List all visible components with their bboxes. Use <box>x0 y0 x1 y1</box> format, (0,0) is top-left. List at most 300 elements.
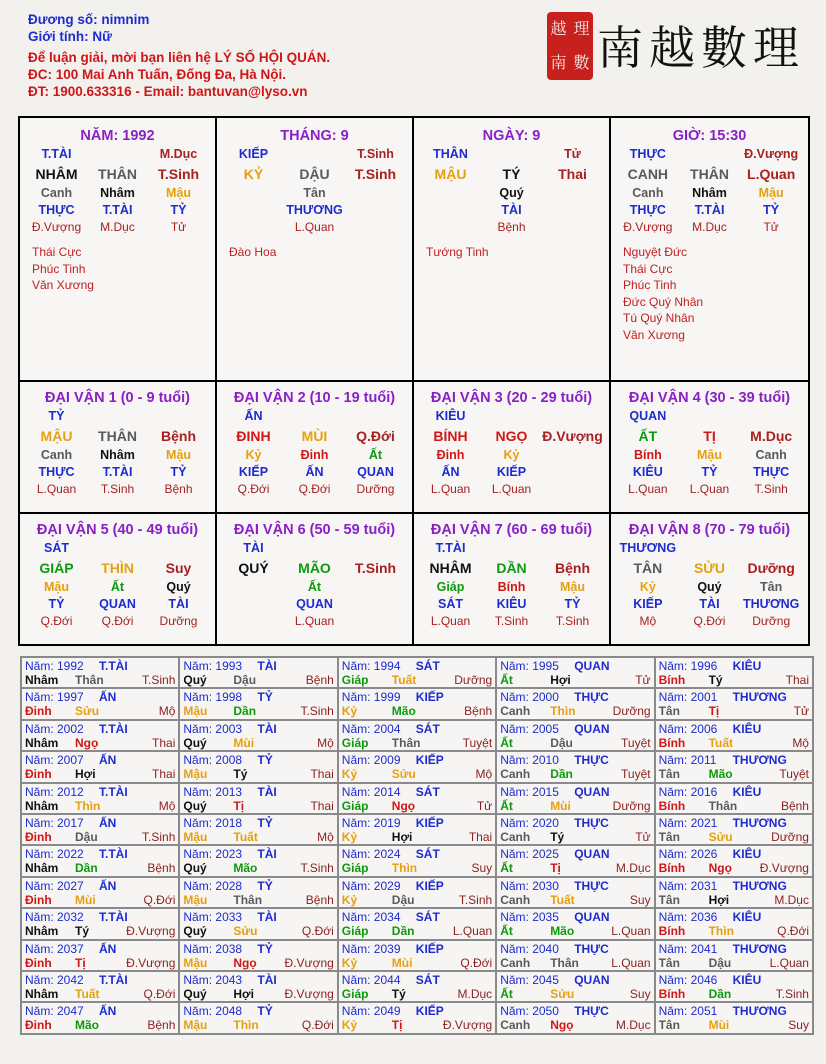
pillar-hidden-stems-row-cell <box>542 185 603 202</box>
year-header <box>500 690 650 704</box>
pillar-phase-row-cell: Đ.Vượng <box>31 220 82 234</box>
year-god: KIÊU <box>732 784 762 799</box>
year-phase: Bệnh <box>305 892 334 907</box>
year-label: Năm: 2015 <box>500 784 559 799</box>
year-stem: Mậu <box>183 1018 208 1033</box>
year-phase: Q.Đới <box>777 924 809 939</box>
dai-van-hidden-gods-row-cell: TÀI <box>699 597 720 611</box>
year-god: THỰC <box>574 753 609 768</box>
year-cell <box>179 908 337 939</box>
dai-van-stem-branch-row-cell: THÂN <box>98 428 137 444</box>
year-god: ẤN <box>99 1004 117 1019</box>
year-cell <box>496 688 654 719</box>
dai-van-god-row-cell <box>542 408 603 425</box>
year-phase: Tuyệt <box>621 767 651 782</box>
year-pillar <box>659 1018 809 1032</box>
year-header <box>500 659 650 673</box>
year-phase: Dưỡng <box>612 798 651 813</box>
year-cell <box>338 1002 496 1033</box>
dai-van-phase-row-cell <box>542 481 603 498</box>
year-branch: Tý <box>75 924 90 939</box>
dai-van-phase-row-cell: L.Quan <box>628 482 668 496</box>
dai-van-god-row-cell: SÁT <box>44 541 69 555</box>
year-pillar <box>659 861 809 875</box>
year-label: Năm: 2032 <box>25 910 84 925</box>
year-branch: Tuất <box>708 735 734 750</box>
dai-van-hidden-gods-row <box>420 464 603 481</box>
year-branch: Mão <box>75 1018 99 1033</box>
year-cell <box>21 814 179 845</box>
year-cell <box>179 940 337 971</box>
pillar-god-row-cell <box>679 146 741 163</box>
year-cell <box>179 688 337 719</box>
dai-van-1 <box>20 382 217 514</box>
year-label: Năm: 2038 <box>183 941 243 956</box>
dai-van-stem-branch-row-cell: MẬU <box>40 428 73 444</box>
year-stem: Nhâm <box>25 798 59 813</box>
dai-van-hidden-gods-row-cell: TỶ <box>564 597 581 611</box>
year-stem: Canh <box>500 829 531 844</box>
star-item: Văn Xương <box>32 278 94 292</box>
year-phase: Đ.Vượng <box>759 861 809 876</box>
year-stem: Bính <box>658 735 686 750</box>
year-header <box>25 847 175 861</box>
year-branch: Ngọ <box>75 735 99 750</box>
year-label: Năm: 1994 <box>341 659 401 673</box>
dai-van-hidden-stems-row <box>420 447 603 464</box>
year-header <box>659 973 809 987</box>
dai-van-stem-branch-row <box>617 425 802 447</box>
year-branch: Mùi <box>708 1018 730 1033</box>
year-god: KIÊU <box>732 721 762 736</box>
year-header <box>25 785 175 799</box>
dai-van-hidden-gods-row-cell <box>345 596 406 613</box>
dai-van-stem-branch-row-cell: Q.Đới <box>356 428 395 444</box>
year-header <box>183 785 333 799</box>
year-god: TÀI <box>257 847 277 862</box>
dai-van-god-row <box>26 540 209 557</box>
year-stem: Đinh <box>25 704 52 719</box>
star-item: Đào Hoa <box>229 245 277 259</box>
dai-van-hidden-gods-row-cell: THỰC <box>753 465 790 479</box>
dai-van-stem-branch-row <box>420 425 603 447</box>
pillar-phase-row-cell: Tử <box>170 220 187 234</box>
year-cell <box>338 657 496 688</box>
dai-van-hidden-gods-row <box>223 464 406 481</box>
dai-van-god-row-cell: QUAN <box>629 409 667 423</box>
year-stem: Kỷ <box>341 704 358 719</box>
dai-van-hidden-gods-row-cell: QUAN <box>296 597 333 611</box>
dai-van-god-row <box>617 408 802 425</box>
pillar-hidden-stems-row-cell <box>345 185 406 202</box>
year-branch: Mùi <box>391 955 413 970</box>
year-god: TÀI <box>257 910 277 925</box>
year-header <box>500 879 650 893</box>
year-phase: T.Sinh <box>300 861 334 876</box>
dai-van-hidden-gods-row-cell <box>542 464 603 481</box>
year-pillar <box>659 704 809 718</box>
year-phase: L.Quan <box>611 924 651 939</box>
year-label: Năm: 1998 <box>183 690 243 705</box>
year-cell <box>179 783 337 814</box>
chart-grid <box>18 116 810 646</box>
year-header <box>342 659 492 673</box>
year-god: THỰC <box>574 1004 609 1019</box>
dai-van-phase-row-cell: L.Quan <box>689 482 730 496</box>
dai-van-hidden-gods-row-cell: KIẾP <box>633 597 663 611</box>
year-god: KIÊU <box>732 972 762 987</box>
year-pillar <box>25 704 175 718</box>
pillar-stem-branch-row-cell: T.Sinh <box>354 166 397 182</box>
year-pillar <box>500 704 650 718</box>
pillar-hidden-gods-row-cell: T.TÀI <box>102 203 133 217</box>
year-pillar <box>342 861 492 875</box>
dai-van-7 <box>414 514 611 644</box>
year-branch: Ngọ <box>233 955 257 970</box>
pillar-hidden-stems-row-cell: Nhâm <box>100 186 135 200</box>
pillar-stem-branch-row-cell: KỶ <box>243 166 264 182</box>
year-god: ẤN <box>99 690 117 705</box>
year-stem: Đinh <box>25 767 52 782</box>
year-stem: Kỷ <box>341 829 358 844</box>
pillar-god-row-cell: THÂN <box>433 147 468 161</box>
year-stem: Nhâm <box>25 924 59 939</box>
dai-van-phase-row-cell: Dưỡng <box>752 614 791 628</box>
year-stem: Bính <box>658 673 686 687</box>
year-header <box>25 816 175 830</box>
year-label: Năm: 2022 <box>25 847 84 862</box>
pillar-phase-row-cell: Tử <box>763 220 779 234</box>
year-header <box>659 785 809 799</box>
year-cell <box>21 783 179 814</box>
dai-van-hidden-stems-row-cell: Bính <box>497 580 526 594</box>
year-label: Năm: 2037 <box>25 941 84 956</box>
dai-van-hidden-stems-row-cell: Kỷ <box>245 448 262 462</box>
year-phase: Dưỡng <box>612 704 651 719</box>
dai-van-stem-branch-row-cell: MÙI <box>301 428 328 444</box>
dai-van-hidden-gods-row-cell: TỶ <box>170 465 187 479</box>
star-item: Văn Xương <box>623 327 685 342</box>
year-god: TÀI <box>257 972 277 987</box>
year-phase: Thai <box>468 829 493 844</box>
dai-van-god-row-cell <box>284 540 345 557</box>
year-cell <box>179 657 337 688</box>
year-cell <box>496 720 654 751</box>
year-branch: Mão <box>233 861 258 876</box>
year-stem: Mậu <box>183 704 208 719</box>
year-pillar <box>659 736 809 750</box>
year-header <box>25 690 175 704</box>
year-branch: Thìn <box>550 704 576 719</box>
year-header <box>25 753 175 767</box>
year-god: T.TÀI <box>99 784 128 799</box>
year-stem: Canh <box>500 704 531 719</box>
year-header <box>659 690 809 704</box>
year-header <box>659 722 809 736</box>
year-stem: Quý <box>183 986 207 1001</box>
pillar-hidden-gods-row <box>420 202 603 219</box>
year-pillar <box>500 861 650 875</box>
year-cell <box>338 877 496 908</box>
pillar-god-row-cell: Tử <box>564 147 581 161</box>
pillar-phase-row-cell: Đ.Vượng <box>623 220 673 234</box>
year-header <box>25 910 175 924</box>
year-cell <box>655 971 813 1002</box>
dai-van-4 <box>611 382 808 514</box>
year-branch: Hợi <box>708 892 730 907</box>
pillar-god-row-cell: THỰC <box>629 147 666 161</box>
dai-van-phase-row <box>223 481 406 498</box>
year-cell <box>655 908 813 939</box>
year-pillar <box>500 893 650 907</box>
dai-van-hidden-stems-row <box>223 579 406 596</box>
dai-van-hidden-stems-row <box>223 447 406 464</box>
dai-van-title: ĐẠI VẬN 2 (10 - 19 tuổi) <box>233 390 396 406</box>
dai-van-god-row-cell <box>542 540 603 557</box>
dai-van-god-row-cell <box>87 540 148 557</box>
dai-van-hidden-stems-row-cell: Mậu <box>696 448 722 462</box>
year-phase: M.Dục <box>457 986 493 1001</box>
year-stem: Mậu <box>183 955 208 970</box>
dai-van-phase-row-cell: L.Quan <box>294 614 335 628</box>
year-header <box>659 910 809 924</box>
brand-title: 南越數理 <box>597 21 805 75</box>
year-label: Năm: 2029 <box>341 878 401 893</box>
year-stem: Tân <box>658 829 680 844</box>
year-god: THỰC <box>574 941 609 956</box>
year-stem: Bính <box>658 924 686 939</box>
dai-van-hidden-stems-row-cell: Canh <box>755 448 787 462</box>
year-header <box>342 785 492 799</box>
year-label: Năm: 2034 <box>341 910 401 925</box>
dai-van-stem-branch-row-cell: SỬU <box>693 560 726 576</box>
year-pillar <box>183 736 333 750</box>
year-branch: Mùi <box>75 892 96 907</box>
year-branch: Mùi <box>233 735 255 750</box>
dai-van-stem-branch-row <box>617 557 802 579</box>
year-pillar <box>500 830 650 844</box>
dai-van-hidden-gods-row-cell: TÀI <box>168 597 189 611</box>
dai-van-hidden-stems-row-cell <box>223 579 284 596</box>
pillar-hidden-stems-row-cell <box>420 185 481 202</box>
pillar-2 <box>217 118 414 382</box>
year-label: Năm: 2009 <box>341 753 401 768</box>
dai-van-hidden-gods-row-cell: QUAN <box>357 465 394 479</box>
pillar-god-row-cell <box>481 146 542 163</box>
year-pillar <box>183 893 333 907</box>
pillar-phase-row-cell: M.Dục <box>100 220 135 234</box>
dai-van-hidden-gods-row-cell: THỰC <box>38 465 75 479</box>
year-branch: Hợi <box>75 767 96 782</box>
dai-van-hidden-gods-row <box>26 596 209 613</box>
year-header <box>25 1004 175 1018</box>
dai-van-hidden-gods-row-cell: T.TÀI <box>102 465 133 479</box>
dai-van-stem-branch-row <box>223 557 406 579</box>
year-header <box>500 910 650 924</box>
year-phase: Q.Đới <box>143 892 176 907</box>
pillar-hidden-stems-row-cell: Tân <box>303 186 326 200</box>
year-god: THƯƠNG <box>732 753 787 768</box>
pillar-hidden-gods-row-cell: TÀI <box>501 203 522 217</box>
dai-van-hidden-stems-row-cell: Mậu <box>44 580 69 594</box>
year-cell <box>655 814 813 845</box>
dai-van-god-row-cell: TỶ <box>48 409 65 423</box>
year-god: T.TÀI <box>99 972 128 987</box>
pillar-god-row-cell <box>284 146 345 163</box>
dai-van-phase-row <box>617 481 802 498</box>
year-header <box>659 879 809 893</box>
year-header <box>342 1004 492 1018</box>
year-cell <box>21 688 179 719</box>
dai-van-god-row <box>223 408 406 425</box>
year-label: Năm: 2028 <box>183 878 243 893</box>
dai-van-stem-branch-row-cell: Bệnh <box>161 428 196 444</box>
year-stem: Đinh <box>25 892 52 907</box>
year-header <box>183 942 333 956</box>
year-phase: Thai <box>785 673 809 687</box>
year-label: Năm: 1993 <box>183 659 243 673</box>
dai-van-hidden-stems-row-cell: Nhâm <box>100 448 135 462</box>
pillar-title: NĂM: 1992 <box>80 128 155 144</box>
year-branch: Thìn <box>391 861 418 876</box>
dai-van-title: ĐẠI VẬN 3 (20 - 29 tuổi) <box>430 390 593 406</box>
year-god: KIÊU <box>732 910 762 925</box>
year-god: ẤN <box>99 815 117 830</box>
year-pillar <box>500 799 650 813</box>
year-label: Năm: 2000 <box>500 690 559 705</box>
year-cell <box>496 657 654 688</box>
pillar-stem-branch-row <box>223 163 406 185</box>
year-phase: M.Dục <box>615 1018 651 1033</box>
year-label: Năm: 2048 <box>183 1004 243 1019</box>
star-item: Thái Cực <box>32 245 82 259</box>
year-god: TỶ <box>257 1004 273 1019</box>
year-label: Năm: 2005 <box>500 721 559 736</box>
year-pillar <box>183 861 333 875</box>
year-branch: Hợi <box>233 986 254 1001</box>
dai-van-title: ĐẠI VẬN 4 (30 - 39 tuổi) <box>628 390 791 406</box>
pillar-hidden-gods-row-cell: THƯƠNG <box>286 203 343 217</box>
pillar-phase-row-cell <box>345 219 406 236</box>
year-god: QUAN <box>574 972 610 987</box>
pillar-hidden-gods-row-cell: T.TÀI <box>694 203 725 217</box>
pillar-hidden-stems-row <box>617 185 802 202</box>
year-god: TỶ <box>257 815 273 830</box>
year-phase: Suy <box>471 861 493 876</box>
dai-van-phase-row-cell <box>223 613 284 630</box>
dai-van-hidden-stems-row-cell: Mậu <box>166 448 191 462</box>
year-phase: Bệnh <box>147 1018 176 1033</box>
dai-van-god-row-cell <box>481 540 542 557</box>
dai-van-god-row-cell <box>87 408 148 425</box>
year-stem: Quý <box>183 673 207 687</box>
seal-stamp: 越 理 南 數 <box>547 12 593 80</box>
pillar-god-row-cell: T.TÀI <box>41 147 72 161</box>
year-branch: Tý <box>550 829 565 844</box>
year-god: T.TÀI <box>99 659 128 673</box>
year-pillar <box>342 893 492 907</box>
year-branch: Hợi <box>391 829 413 844</box>
year-god: TỶ <box>257 941 273 956</box>
star-item: Thái Cực <box>623 261 673 276</box>
year-stem: Nhâm <box>25 735 59 750</box>
pillar-hidden-stems-row-cell: Nhâm <box>692 186 727 200</box>
dai-van-stem-branch-row-cell: M.Dục <box>750 428 793 444</box>
year-branch: Sửu <box>391 767 416 782</box>
year-header <box>183 910 333 924</box>
year-stem: Ất <box>500 673 513 687</box>
year-pillar <box>659 956 809 970</box>
year-pillar <box>25 861 175 875</box>
brand-logo <box>545 8 805 88</box>
year-branch: Tuất <box>75 986 100 1001</box>
year-cell <box>496 814 654 845</box>
year-label: Năm: 2013 <box>183 784 243 799</box>
year-god: THƯƠNG <box>732 690 787 705</box>
year-phase: Tuyệt <box>621 735 651 750</box>
star-item: Tú Quý Nhân <box>623 311 695 325</box>
year-stem: Giáp <box>341 924 369 939</box>
year-header <box>183 753 333 767</box>
pillar-stem-branch-row-cell: NHÂM <box>35 166 78 182</box>
year-stem: Quý <box>183 861 207 876</box>
dai-van-hidden-stems-row-cell: Bính <box>633 448 662 462</box>
year-phase: Q.Đới <box>143 986 176 1001</box>
year-header <box>183 1004 333 1018</box>
year-cell <box>655 720 813 751</box>
dai-van-hidden-stems-row-cell: Giáp <box>436 580 465 594</box>
year-cell <box>655 845 813 876</box>
pillar-title: THÁNG: 9 <box>280 128 349 144</box>
pillar-hidden-gods-row-cell <box>420 202 481 219</box>
star-item: Phúc Tinh <box>623 278 677 292</box>
year-cell <box>496 783 654 814</box>
year-branch: Hợi <box>550 673 571 687</box>
pillar-hidden-stems-row-cell <box>223 185 284 202</box>
dai-van-phase-row <box>617 613 802 630</box>
dai-van-god-row-cell <box>284 408 345 425</box>
pillar-title: GIỜ: 15:30 <box>672 128 747 144</box>
year-branch: Thìn <box>233 1018 259 1033</box>
year-stem: Canh <box>500 767 531 782</box>
year-branch: Dậu <box>233 673 257 687</box>
dai-van-hidden-stems-row-cell: Mậu <box>560 580 585 594</box>
dai-van-hidden-stems-row-cell: Đinh <box>436 448 465 462</box>
year-phase: T.Sinh <box>142 673 176 687</box>
year-label: Năm: 1995 <box>500 659 559 673</box>
dai-van-phase-row-cell: Dưỡng <box>356 482 395 496</box>
dai-van-stem-branch-row <box>223 425 406 447</box>
dai-van-god-row-cell <box>148 408 209 425</box>
year-stem: Quý <box>183 798 207 813</box>
dai-van-hidden-gods-row-cell: KIÊU <box>632 465 663 479</box>
dai-van-hidden-gods-row-cell: TỶ <box>48 597 65 611</box>
contact-line: Để luận giải, mời bạn liên hệ LÝ SỐ HỘI QUÁN. <box>28 50 331 65</box>
dai-van-hidden-stems-row-cell: Tân <box>760 580 783 594</box>
year-pillar <box>659 673 809 687</box>
year-cell <box>496 845 654 876</box>
year-label: Năm: 1999 <box>341 690 401 705</box>
star-item: Phúc Tinh <box>32 261 86 276</box>
year-branch: Mão <box>391 704 416 719</box>
year-stem: Nhâm <box>25 861 59 876</box>
year-god: SÁT <box>415 659 440 673</box>
year-god: KIÊU <box>732 659 762 673</box>
year-header <box>500 942 650 956</box>
year-header <box>25 659 175 673</box>
year-header <box>500 722 650 736</box>
dai-van-hidden-stems-row-cell: Ất <box>307 580 322 594</box>
